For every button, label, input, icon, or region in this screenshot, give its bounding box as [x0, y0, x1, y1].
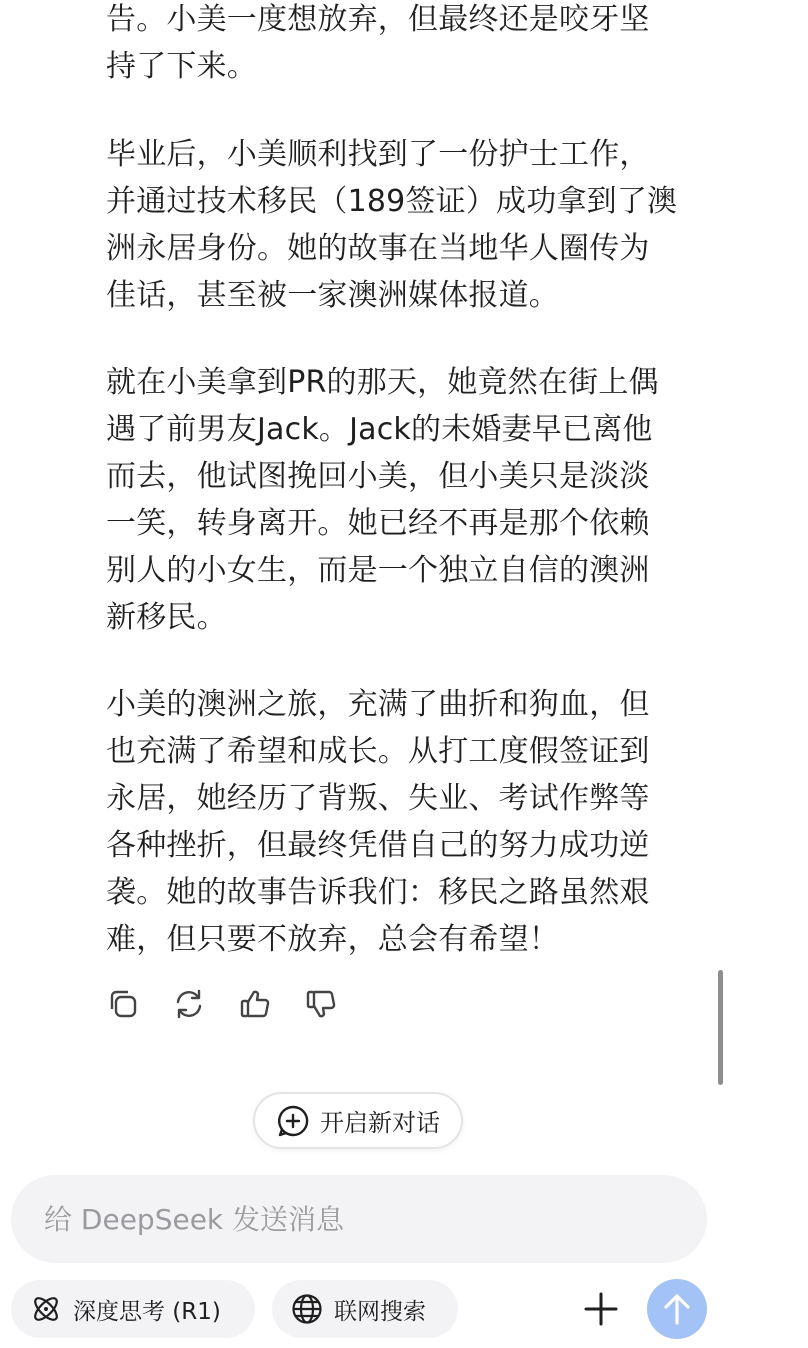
deep-think-label: 深度思考 (R1)	[73, 1298, 221, 1325]
new-chat-button[interactable]	[253, 1092, 463, 1149]
message-paragraph: 就在小美拿到PR的那天，她竟然在街上偶 遇了前男友Jack。Jack的未婚妻早已离他 而去，他试图挽回小美，但小美只是淡淡 一笑，转身离开。她已经不再是那个依赖 别人的小女生，而是一个独立自信的澳洲 新移民。	[106, 365, 659, 635]
regenerate-icon	[172, 987, 206, 1021]
web-search-toggle[interactable]	[272, 1280, 458, 1338]
globe-icon	[290, 1292, 324, 1326]
web-search-label: 联网搜索	[334, 1298, 426, 1325]
arrow-up-icon	[662, 1292, 692, 1326]
regenerate-button[interactable]	[172, 986, 206, 1022]
thumbs-down-icon	[304, 987, 338, 1021]
atom-icon	[29, 1292, 63, 1326]
message-paragraph: 毕业后，小美顺利找到了一份护士工作， 并通过技术移民（189签证）成功拿到了澳 洲永居身份。她的故事在当地华人圈传为 佳话，甚至被一家澳洲媒体报道。	[106, 137, 678, 313]
plus-icon	[582, 1290, 620, 1328]
thumbs-up-button[interactable]	[238, 986, 272, 1022]
message-paragraph: 告。小美一度想放弃，但最终还是咬牙坚 持了下来。	[106, 2, 650, 84]
scrollbar[interactable]	[718, 970, 723, 1085]
thumbs-up-icon	[238, 987, 272, 1021]
new-chat-label: 开启新对话	[320, 1109, 440, 1137]
attach-button[interactable]	[580, 1288, 622, 1330]
new-chat-icon	[276, 1104, 310, 1138]
message-paragraph: 小美的澳洲之旅，充满了曲折和狗血，但 也充满了希望和成长。从打工度假签证到 永居，她经历了背叛、失业、考试作弊等 各种挫折，但最终凭借自己的努力成功逆 袭。她的故事告诉我们：移民之路虽然艰 难，但只要不放弃，总会有希望！	[106, 687, 650, 957]
message-composer[interactable]	[11, 1175, 707, 1263]
thumbs-down-button[interactable]	[304, 986, 338, 1022]
send-button[interactable]	[647, 1279, 707, 1339]
message-actions	[106, 986, 338, 1026]
message-input[interactable]	[42, 1202, 666, 1237]
copy-button[interactable]	[106, 986, 140, 1022]
deep-think-toggle[interactable]	[11, 1280, 255, 1338]
copy-icon	[106, 987, 140, 1021]
